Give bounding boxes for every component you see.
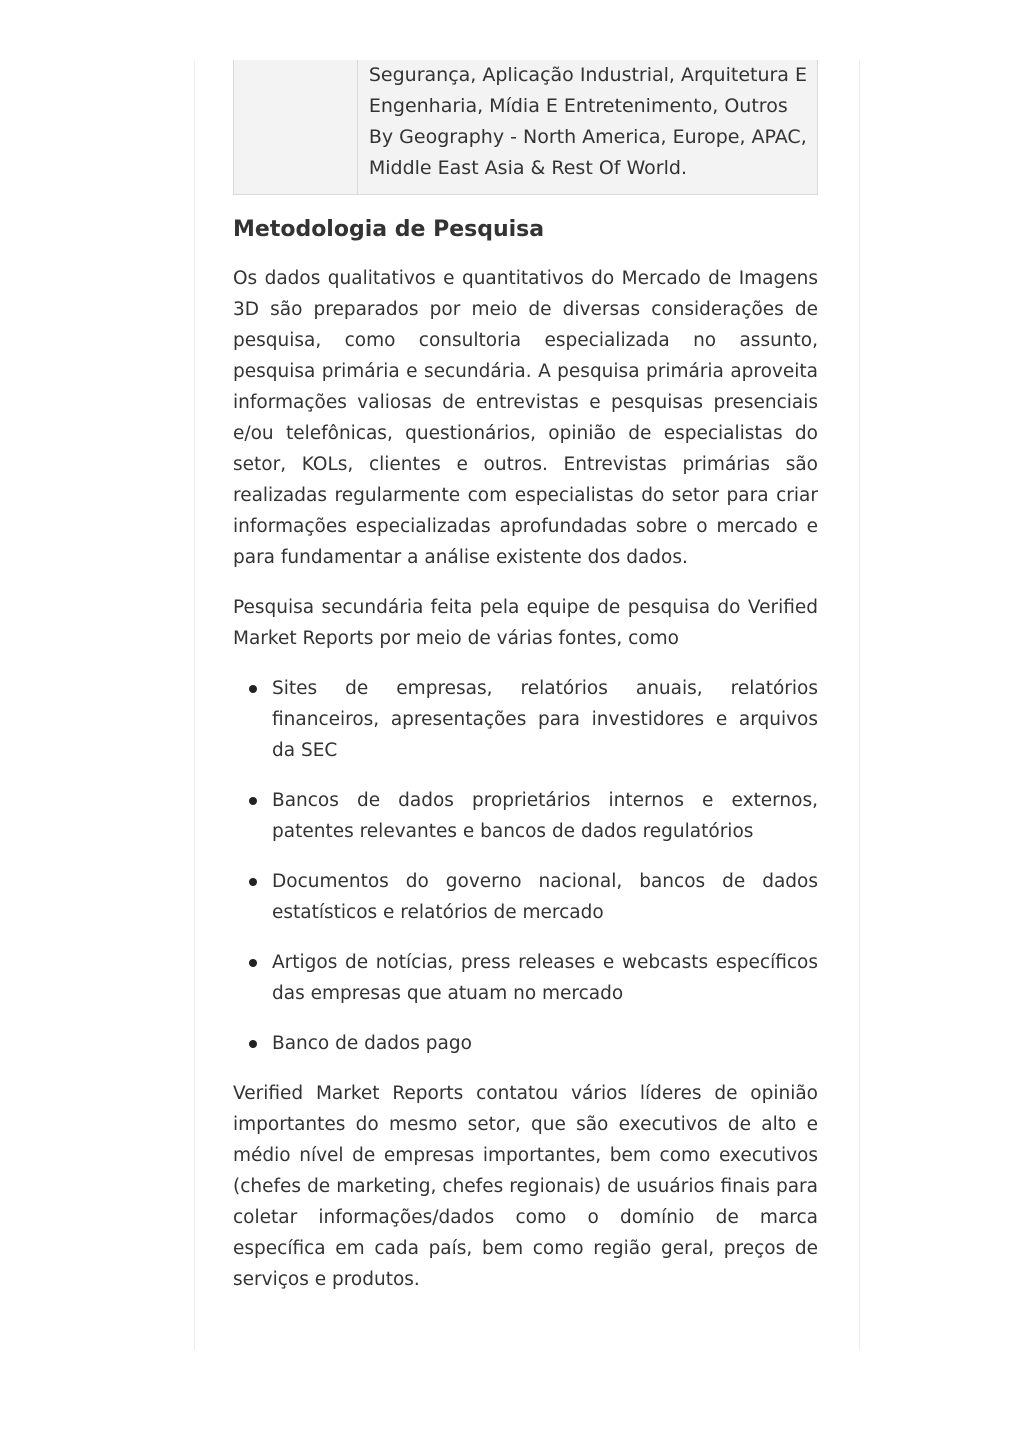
list-item-text: Artigos de notícias, press releases e webcasts específicos das empresas que atuam no mercado bbox=[272, 952, 818, 1004]
table-line: Segurança, Aplicação Industrial, Arquitetura E bbox=[368, 64, 807, 86]
sources-list bbox=[233, 673, 818, 1059]
list-item bbox=[233, 947, 818, 1009]
opinion-leaders-paragraph: Verified Market Reports contatou vários líderes de opinião importantes do mesmo setor, que são executivos de alto e médio nível de empresas importantes, bem como executivos (chefes de marketing, chefes regionais) de usuários finais para coletar informações/dados como o domínio de marca específica em cada país, bem como região geral, preços de serviços e produtos. bbox=[233, 1083, 818, 1290]
table-label-cell bbox=[234, 60, 358, 194]
list-item bbox=[233, 673, 818, 766]
table-line: Middle East Asia & Rest Of World. bbox=[368, 157, 687, 179]
section-heading: Metodologia de Pesquisa bbox=[233, 217, 545, 242]
table-value-cell bbox=[358, 60, 817, 194]
table-line: Engenharia, Mídia E Entretenimento, Outros bbox=[368, 95, 788, 117]
methodology-paragraph: Os dados qualitativos e quantitativos do Mercado de Imagens 3D são preparados por meio de diversas considerações de pesquisa, como consultoria especializada no assunto, pesquisa primária e secundária. A pesquisa primária aproveita informações valiosas de entrevistas e pesquisas presenciais e/ou telefônicas, questionários, opinião de especialistas do setor, KOLs, clientes e outros. Entrevistas primárias são realizadas regularmente com especialistas do setor para criar informações especializadas aprofundadas sobre o mercado e para fundamentar a análise existente dos dados. bbox=[233, 268, 818, 568]
list-item bbox=[233, 1028, 818, 1059]
list-item-text: Bancos de dados proprietários internos e externos, patentes relevantes e bancos de dados regulatórios bbox=[272, 790, 818, 842]
bullet-icon bbox=[249, 959, 257, 967]
report-content bbox=[233, 60, 818, 1295]
secondary-research-paragraph: Pesquisa secundária feita pela equipe de pesquisa do Verified Market Reports por meio de várias fontes, como bbox=[233, 597, 818, 649]
bullet-icon bbox=[249, 685, 257, 693]
bullet-icon bbox=[249, 797, 257, 805]
table-line: By Geography - North America, Europe, APAC, bbox=[368, 126, 807, 148]
bullet-icon bbox=[249, 1040, 257, 1048]
list-item bbox=[233, 785, 818, 847]
bullet-icon bbox=[249, 878, 257, 886]
list-item bbox=[233, 866, 818, 928]
segmentation-table-row bbox=[233, 60, 818, 195]
list-item-text: Banco de dados pago bbox=[272, 1033, 472, 1054]
list-item-text: Documentos do governo nacional, bancos de dados estatísticos e relatórios de mercado bbox=[272, 871, 818, 923]
list-item-text: Sites de empresas, relatórios anuais, relatórios financeiros, apresentações para investidores e arquivos da SEC bbox=[272, 678, 818, 761]
